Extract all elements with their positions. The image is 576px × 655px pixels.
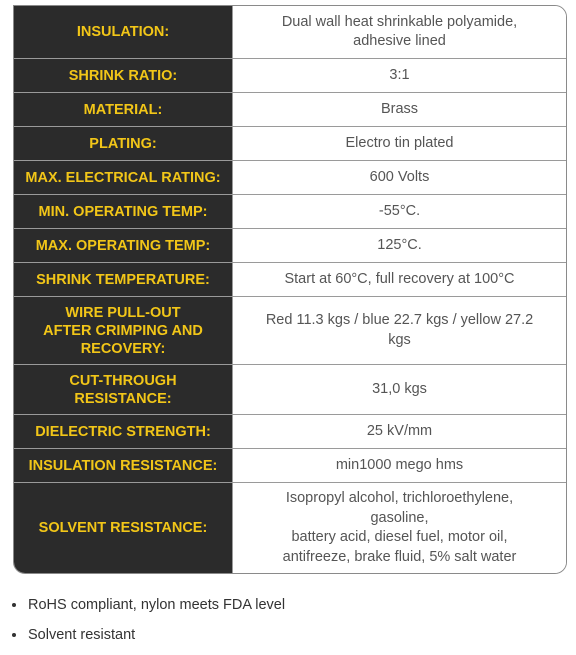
spec-row-shrink-ratio — [14, 58, 566, 92]
spec-label: INSULATION: — [14, 6, 233, 58]
feature-text: RoHS compliant, nylon meets FDA level — [28, 597, 286, 613]
spec-row-insulation — [14, 6, 566, 58]
spec-row-solvent-resistance — [14, 482, 566, 573]
spec-row-min-operating-temp — [14, 194, 566, 228]
spec-table — [13, 5, 567, 574]
spec-value: 31,0 kgs — [233, 365, 566, 414]
feature-item — [12, 625, 285, 645]
spec-label: MAX. OPERATING TEMP: — [14, 229, 233, 262]
spec-label: WIRE PULL-OUT AFTER CRIMPING AND RECOVERY: — [14, 297, 233, 364]
spec-value: Dual wall heat shrinkable polyamide, adhesive lined — [233, 6, 566, 58]
spec-label: SOLVENT RESISTANCE: — [14, 483, 233, 573]
spec-label: SHRINK RATIO: — [14, 59, 233, 92]
spec-row-wire-pull-out — [14, 296, 566, 364]
spec-row-cut-through-resistance — [14, 364, 566, 414]
spec-value: 3:1 — [233, 59, 566, 92]
spec-row-plating — [14, 126, 566, 160]
spec-label: INSULATION RESISTANCE: — [14, 449, 233, 482]
spec-value: -55°C. — [233, 195, 566, 228]
feature-item — [12, 595, 285, 615]
spec-label: PLATING: — [14, 127, 233, 160]
bullet-icon — [12, 603, 16, 607]
spec-row-max-electrical-rating — [14, 160, 566, 194]
spec-value: Brass — [233, 93, 566, 126]
spec-value: Red 11.3 kgs / blue 22.7 kgs / yellow 27.2 kgs — [233, 297, 566, 364]
spec-label: SHRINK TEMPERATURE: — [14, 263, 233, 296]
spec-value: min1000 mego hms — [233, 449, 566, 482]
feature-list — [12, 595, 285, 655]
spec-label: MAX. ELECTRICAL RATING: — [14, 161, 233, 194]
spec-row-material — [14, 92, 566, 126]
spec-label: MIN. OPERATING TEMP: — [14, 195, 233, 228]
spec-label: MATERIAL: — [14, 93, 233, 126]
spec-row-dielectric-strength — [14, 414, 566, 448]
bullet-icon — [12, 633, 16, 637]
spec-row-shrink-temperature — [14, 262, 566, 296]
spec-label: DIELECTRIC STRENGTH: — [14, 415, 233, 448]
spec-value: Electro tin plated — [233, 127, 566, 160]
feature-text: Solvent resistant — [28, 627, 136, 643]
spec-value: Start at 60°C, full recovery at 100°C — [233, 263, 566, 296]
spec-row-insulation-resistance — [14, 448, 566, 482]
spec-value: Isopropyl alcohol, trichloroethylene, gasoline, battery acid, diesel fuel, motor oil, antifreeze, brake fluid, 5% salt water — [233, 483, 566, 573]
spec-value: 25 kV/mm — [233, 415, 566, 448]
spec-label: CUT-THROUGH RESISTANCE: — [14, 365, 233, 414]
spec-value: 125°C. — [233, 229, 566, 262]
spec-row-max-operating-temp — [14, 228, 566, 262]
spec-value: 600 Volts — [233, 161, 566, 194]
